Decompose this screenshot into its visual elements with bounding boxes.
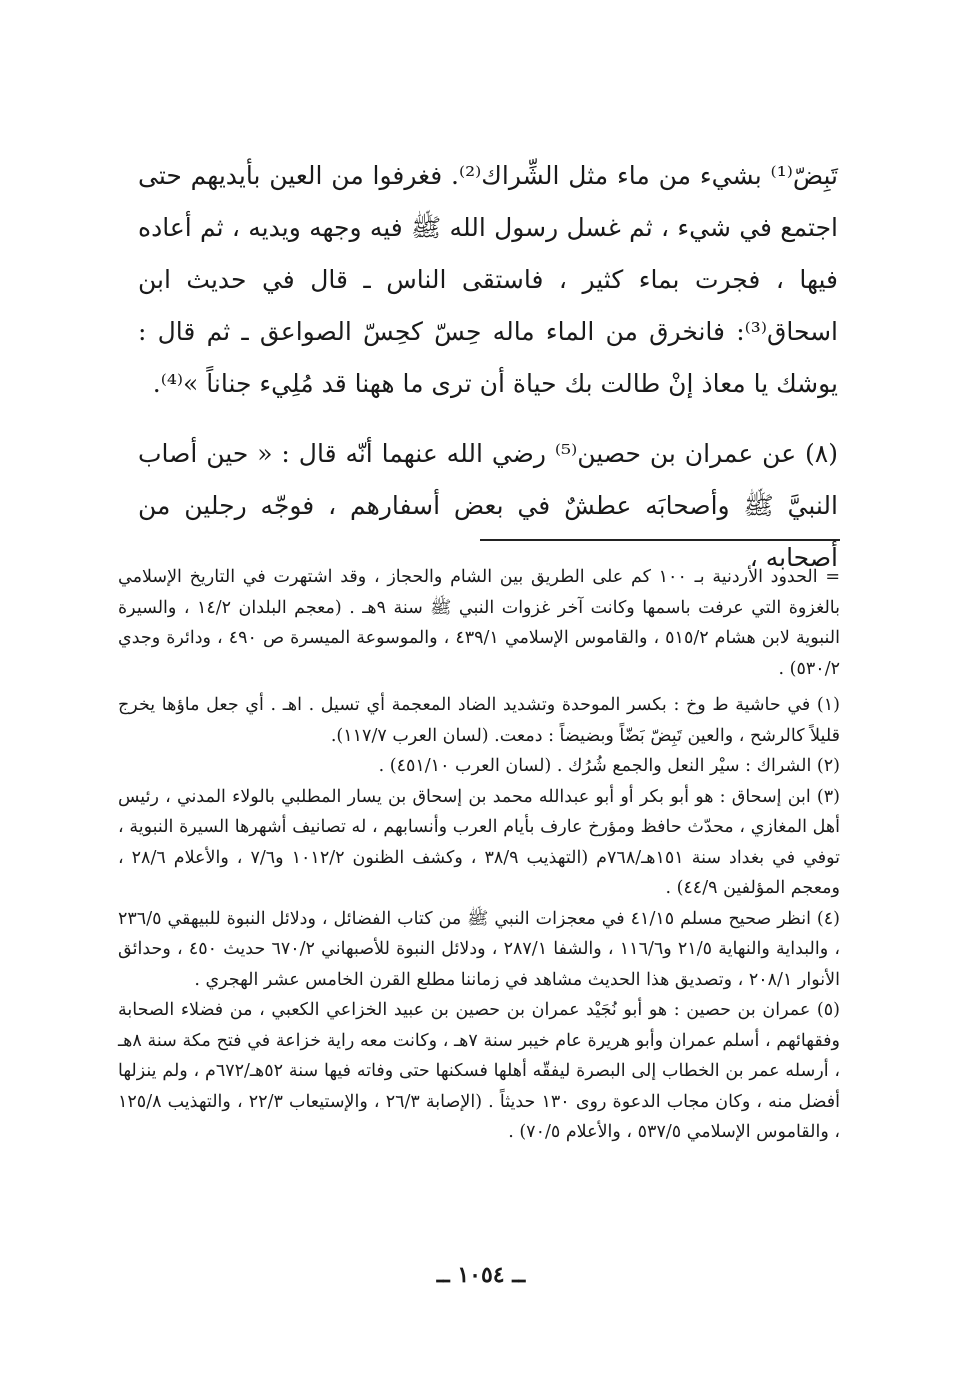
main-paragraph: تَبِضّ⁽¹⁾ بشيء من ماء مثل الشِّراك⁽²⁾. فغرفوا من العين بأيديهم حتى اجتمع في شيء ، ثم غسل رسول الله ﷺ فيه وجهه ويديه ، ثم أعاده فيها ، فجرت بماء كثير ، فاستقى الناس ـ قال في حديث ابن اسحاق⁽³⁾: فانخرق من الماء ماله حِسّ كحِسّ الصواعق ـ ثم قال : يوشك يا معاذ إنْ طالت بك حياة أن ترى ما ههنا قد مُلِيء جناناً »⁽⁴⁾.: [138, 161, 838, 398]
footnote-5: (٥) عمران بن حصين : هو أبو نُجَيْد عمران بن حصين بن عبيد الخزاعي الكعبي ، من فضلاء الصحابة وفقهائهم ، أسلم عمران وأبو هريرة عام خيبر سنة ٧هـ ، وكانت معه راية خزاعة في فتح مكة سنة ٨هـ ، أرسله عمر بن الخطاب إلى البصرة ليفقّه أهلها فسكنها حتى وفاته فيها سنة ٥٢هـ/٦٧٢م ، ولم ينزلها أفضل منه ، وكان مجاب الدعوة روى ١٣٠ حديثاً . (الإصابة ٢٦/٣ ، والإستيعاب ٢٢/٣ ، والتهذيب ١٢٥/٨ ، والقاموس الإسلامي ٥٣٧/٥ ، والأعلام ٧٠/٥) .: [118, 1000, 840, 1142]
footnotes: [118, 562, 840, 1148]
main-text: [138, 150, 838, 584]
footnote-1: (١) في حاشية ط وخ : بكسر الموحدة وتشديد الضاد المعجمة أي تسيل . اهـ . أي جعل ماؤها يخرج قليلاً كالرشح ، والعين تَبِضّ بَضّاً وبضيضاً : دمعت. (لسان العرب ١١٧/٧).: [118, 695, 840, 746]
main-paragraph: (٨) عن عمران بن حصين⁽⁵⁾ رضي الله عنهما أنّه قال : « حين أصاب النبيَّ ﷺ وأصحابَه عطشٌ في بعض أسفارهم ، فوجّه رجلين من أصحابه ،: [138, 439, 838, 572]
footnote-3: (٣) ابن إسحاق : هو أبو بكر أو أبو عبدالله محمد بن إسحاق بن يسار المطلبي بالولاء المدني ، رئيس أهل المغازي ، محدّث حافظ ومؤرخ عارف بأيام العرب وأنسابهم ، له تصانيف أشهرها السيرة النبوية ، توفي في بغداد سنة ١٥١هـ/٧٦٨م (التهذيب ٣٨/٩ ، وكشف الظنون ١٠١٢/٢ و٧/٦ ، والأعلام ٢٨/٦ ، ومعجم المؤلفين ٤٤/٩) .: [118, 786, 841, 898]
footnote-continuation: = الحدود الأردنية بـ ١٠٠ كم على الطريق بين الشام والحجاز ، وقد اشتهرت في التاريخ الإسلامي بالغزوة التي عرفت باسمها وكانت آخر غزوات النبي ﷺ سنة ٩هـ . (معجم البلدان ١٤/٢ ، والسيرة النبوية لابن هشام ٥١٥/٢ ، والقاموس الإسلامي ٤٣٩/١ ، والموسوعة الميسرة ص ٤٩٠ ، ودائرة وجدي ٥٣٠/٢) .: [118, 567, 840, 679]
footnote-separator: [480, 539, 840, 541]
page-number: ــ ١٠٥٤ ــ: [436, 1262, 526, 1288]
footnote-4: (٤) انظر صحيح مسلم ٤١/١٥ في معجزات النبي ﷺ من كتاب الفضائل ، ودلائل النبوة للبيهقي ٢٣٦/٥ ، والبداية والنهاية ٢١/٥ و١١٦/٦ ، والشفا ٢٨٧/١ ، ودلائل النبوة للأصبهاني ٦٧٠/٢ حديث ٤٥٠ ، وحدائق الأنوار ٢٠٨/١ ، وتصديق هذا الحديث مشاهد في زماننا مطلع القرن الخامس عشر الهجري .: [118, 908, 841, 990]
footnote-2: (٢) الشراك : سيْر النعل والجمع شُرُك . (لسان العرب ٤٥١/١٠) .: [378, 756, 840, 776]
